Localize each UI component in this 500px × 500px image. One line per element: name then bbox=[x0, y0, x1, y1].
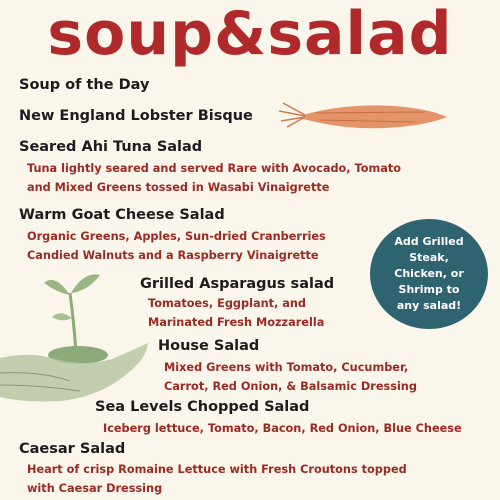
menu-item-name: Soup of the Day bbox=[19, 77, 150, 93]
menu-item-name: Sea Levels Chopped Salad bbox=[95, 399, 310, 415]
menu-item-name: House Salad bbox=[158, 338, 260, 354]
menu-item-name: Caesar Salad bbox=[19, 441, 126, 457]
menu-item-description: Heart of crisp Romaine Lettuce with Fresh Croutons topped bbox=[27, 463, 407, 476]
menu-item-name: Seared Ahi Tuna Salad bbox=[19, 139, 203, 155]
menu-item-description: Marinated Fresh Mozzarella bbox=[148, 316, 325, 329]
add-protein-badge bbox=[370, 219, 488, 329]
menu-item-description: Iceberg lettuce, Tomato, Bacon, Red Onion, Blue Cheese bbox=[103, 422, 462, 435]
menu-item-description: Tomatoes, Eggplant, and bbox=[148, 297, 307, 310]
menu-item-description: Tuna lightly seared and served Rare with Avocado, Tomato bbox=[27, 162, 402, 175]
menu-item-description: Mixed Greens with Tomato, Cucumber, bbox=[164, 361, 409, 374]
menu-item-description: Carrot, Red Onion, & Balsamic Dressing bbox=[164, 380, 417, 393]
menu-item-name: New England Lobster Bisque bbox=[19, 108, 253, 124]
menu-item-name: Warm Goat Cheese Salad bbox=[19, 207, 225, 223]
menu-item-description: Organic Greens, Apples, Sun-dried Cranberries bbox=[27, 230, 326, 243]
menu-item-description: and Mixed Greens tossed in Wasabi Vinaigrette bbox=[27, 181, 330, 194]
menu-item-description: Candied Walnuts and a Raspberry Vinaigrette bbox=[27, 249, 319, 262]
badge-text: Add Grilled Steak, Chicken, or Shrimp to any salad! bbox=[394, 235, 464, 312]
carrot-illustration bbox=[275, 97, 455, 137]
menu-item-name: Grilled Asparagus salad bbox=[140, 276, 335, 292]
menu-item-description: with Caesar Dressing bbox=[27, 482, 163, 495]
menu-title: soup&salad bbox=[47, 0, 453, 69]
hand-sprout-illustration bbox=[0, 263, 150, 413]
